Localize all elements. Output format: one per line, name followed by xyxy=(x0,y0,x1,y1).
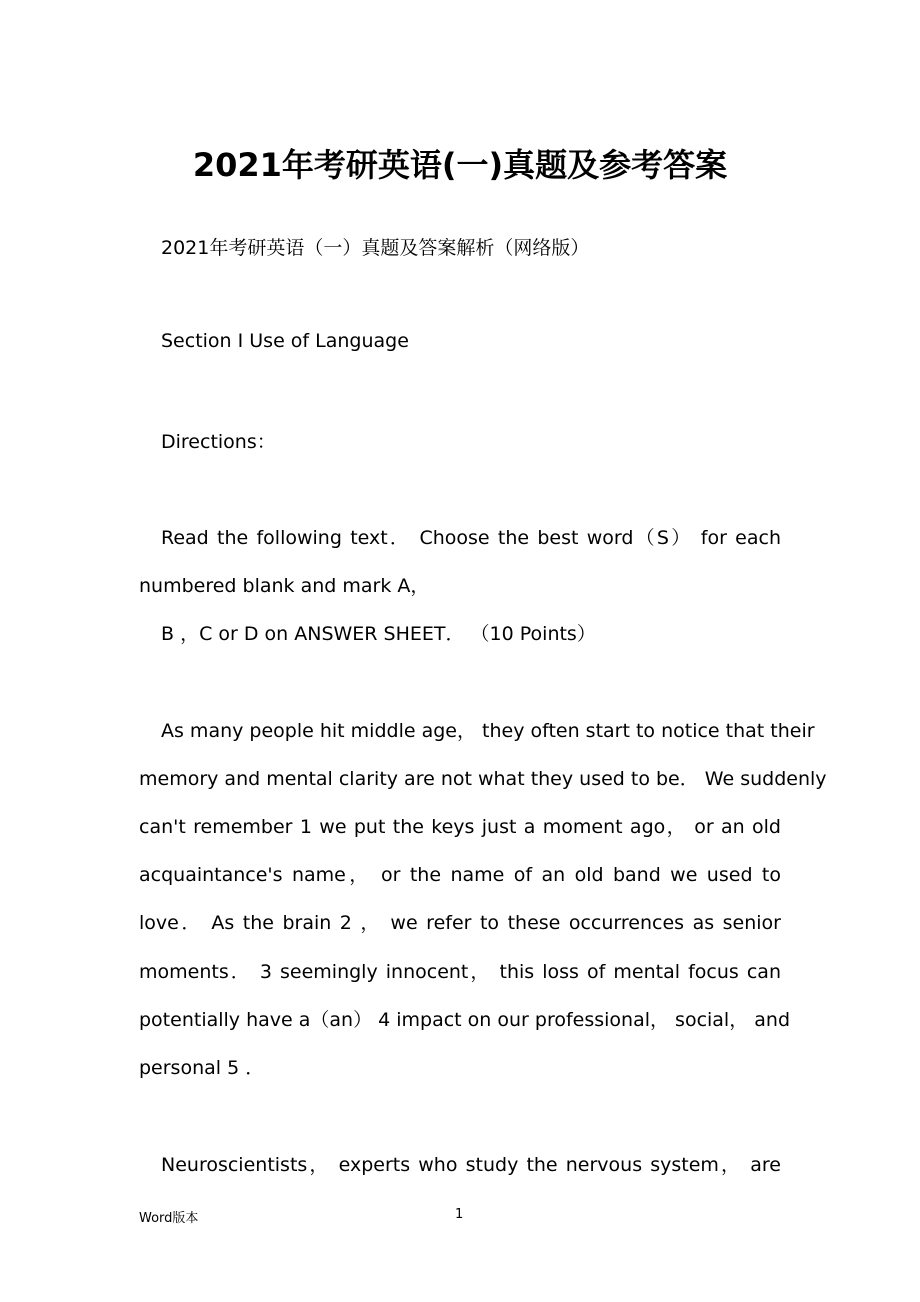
paragraph-line: personal 5 ． xyxy=(139,1057,265,1079)
directions-line: Read the following text． Choose the best word（S） for each xyxy=(161,527,781,549)
paragraph-line: potentially have a（an） 4 impact on our professional， social， and xyxy=(139,1009,791,1031)
directions-line: numbered blank and mark A， xyxy=(139,575,430,597)
paragraph-line: acquaintance's name， or the name of an old band we used to xyxy=(139,864,781,886)
paragraph-line: love． As the brain 2 ， we refer to these occurrences as senior xyxy=(139,912,781,934)
document-title: 2021年考研英语(一)真题及参考答案 xyxy=(192,146,728,184)
footer-version-label: Word版本 xyxy=(139,1211,199,1226)
paragraph-line: can't remember 1 we put the keys just a moment ago， or an old xyxy=(139,816,781,838)
section-heading: Section I Use of Language xyxy=(161,330,409,352)
directions-label: Directions： xyxy=(161,431,276,453)
paragraph-line: As many people hit middle age， they often start to notice that their xyxy=(161,720,815,742)
document-subtitle: 2021年考研英语（一）真题及答案解析（网络版） xyxy=(161,237,590,259)
paragraph-line: memory and mental clarity are not what they used to be． We suddenly xyxy=(139,768,827,790)
directions-line: B ，C or D on ANSWER SHEET． （10 Points） xyxy=(161,623,596,645)
paragraph-line: Neuroscientists， experts who study the nervous system， are xyxy=(161,1154,781,1176)
footer-page-number: 1 xyxy=(455,1207,464,1222)
paragraph-line: moments． 3 seemingly innocent， this loss of mental focus can xyxy=(139,961,781,983)
